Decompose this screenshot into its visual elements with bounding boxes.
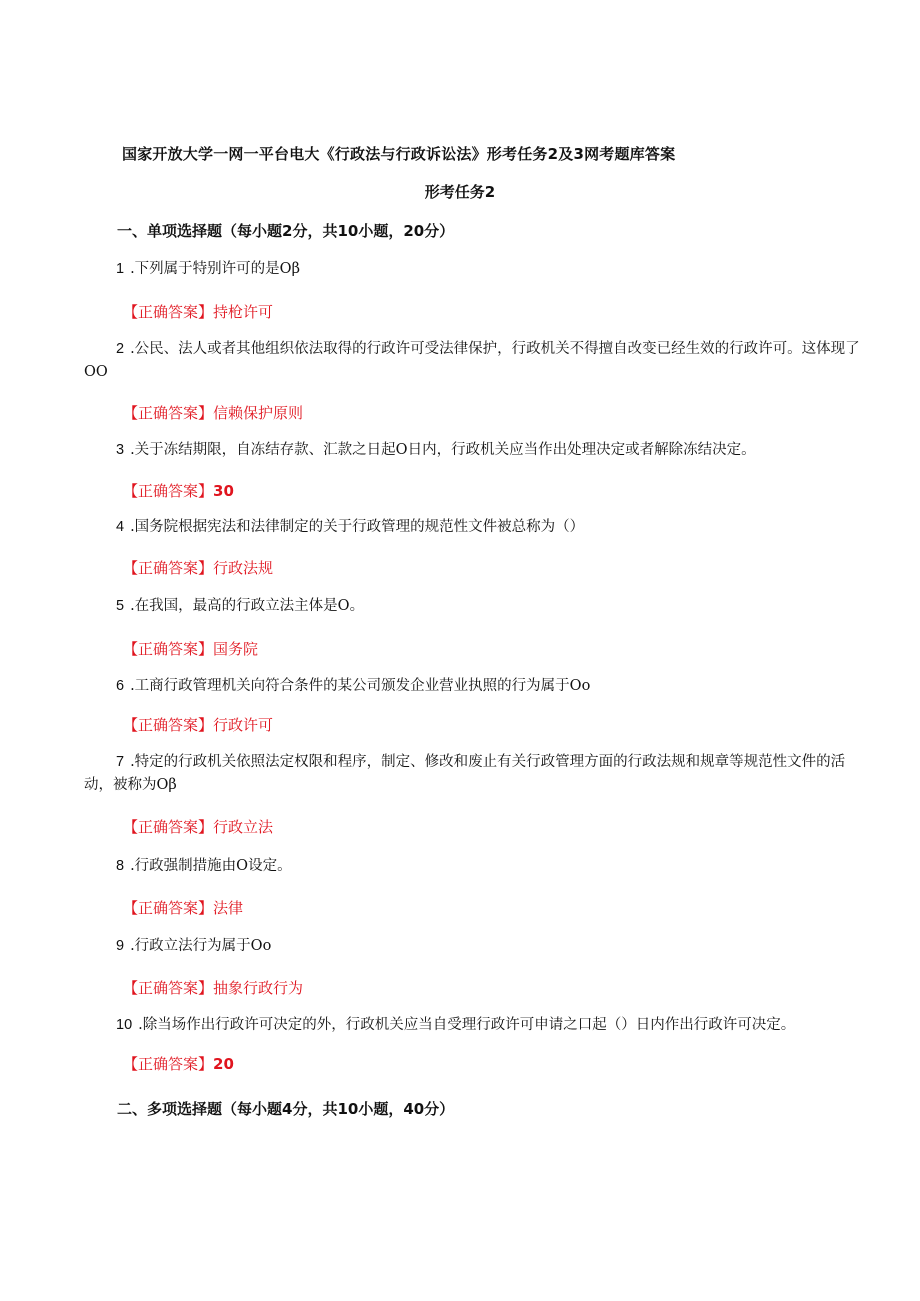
answer-value: 法律: [213, 899, 244, 917]
question-text: .行政强制措施由O设定。: [130, 858, 292, 874]
question-item: [84, 751, 864, 797]
question-number: 7: [116, 754, 125, 770]
question-text: .在我国，最高的行政立法主体是O。: [130, 598, 365, 614]
question-item: [84, 338, 864, 384]
answer-label: 【正确答案】: [123, 1055, 214, 1073]
question-number: 9: [116, 938, 125, 954]
question-number: 2: [116, 341, 125, 357]
question-number: 6: [116, 678, 125, 694]
question-text: .特定的行政机关依照法定权限和程序，制定、修改和废止有关行政管理方面的行政法规和规章等规范性文件的活动，被称为Oβ: [84, 754, 846, 793]
question-text: .除当场作出行政许可决定的外，行政机关应当自受理行政许可申请之口起（）日内作出行政许可决定。: [138, 1017, 796, 1033]
section-heading-multi-choice: 二、多项选择题（每小题4分，共10小题，40分）: [117, 1100, 455, 1118]
question-number: 8: [116, 858, 125, 874]
answer-value: 抽象行政行为: [213, 979, 304, 997]
answer-value: 30: [213, 482, 234, 500]
answer-line: [123, 897, 243, 918]
question-text: .关于冻结期限，自冻结存款、汇款之日起O日内，行政机关应当作出处理决定或者解除冻结决定。: [130, 442, 756, 458]
document-title: 国家开放大学一网一平台电大《行政法与行政诉讼法》形考任务2及3网考题库答案: [122, 145, 676, 163]
answer-line: [123, 714, 273, 735]
question-number: 5: [116, 598, 125, 614]
section-heading-single-choice: 一、单项选择题（每小题2分，共10小题，20分）: [117, 222, 455, 240]
answer-label: 【正确答案】: [123, 899, 214, 917]
question-number: 3: [116, 442, 125, 458]
question-text: .国务院根据宪法和法律制定的关于行政管理的规范性文件被总称为（）: [130, 519, 585, 535]
answer-line: [123, 301, 273, 322]
answer-line: [123, 638, 258, 659]
answer-value: 信赖保护原则: [213, 404, 304, 422]
answer-label: 【正确答案】: [123, 818, 214, 836]
answer-label: 【正确答案】: [123, 559, 214, 577]
question-item: [84, 595, 864, 618]
answer-value: 行政许可: [213, 716, 274, 734]
answer-label: 【正确答案】: [123, 404, 214, 422]
answer-label: 【正确答案】: [123, 716, 214, 734]
question-item: [84, 675, 864, 698]
document-subtitle: 形考任务2: [424, 183, 496, 201]
answer-line: [123, 402, 303, 423]
question-number: 10: [116, 1017, 133, 1033]
question-item: [84, 258, 864, 281]
answer-label: 【正确答案】: [123, 640, 214, 658]
answer-value: 行政法规: [213, 559, 274, 577]
answer-line: [123, 977, 303, 998]
question-item: [84, 855, 864, 878]
answer-label: 【正确答案】: [123, 482, 214, 500]
question-item: [84, 1014, 864, 1037]
question-number: 1: [116, 261, 125, 277]
question-text: .下列属于特别许可的是Oβ: [130, 261, 300, 277]
answer-line: [123, 480, 234, 501]
answer-line: [123, 557, 273, 578]
question-item: [84, 516, 864, 539]
question-text: .公民、法人或者其他组织依法取得的行政许可受法律保护，行政机关不得擅自改变已经生效的行政许可。这体现了OO: [84, 341, 860, 380]
answer-value: 20: [213, 1055, 234, 1073]
answer-label: 【正确答案】: [123, 979, 214, 997]
question-text: .工商行政管理机关向符合条件的某公司颁发企业营业执照的行为属于Oo: [130, 678, 591, 694]
question-number: 4: [116, 519, 125, 535]
answer-label: 【正确答案】: [123, 303, 214, 321]
question-item: [84, 439, 864, 462]
answer-value: 行政立法: [213, 818, 274, 836]
question-text: .行政立法行为属于Oo: [130, 938, 272, 954]
answer-line: [123, 816, 273, 837]
question-item: [84, 935, 864, 958]
answer-value: 国务院: [213, 640, 259, 658]
answer-value: 持枪许可: [213, 303, 274, 321]
answer-line: [123, 1053, 234, 1074]
